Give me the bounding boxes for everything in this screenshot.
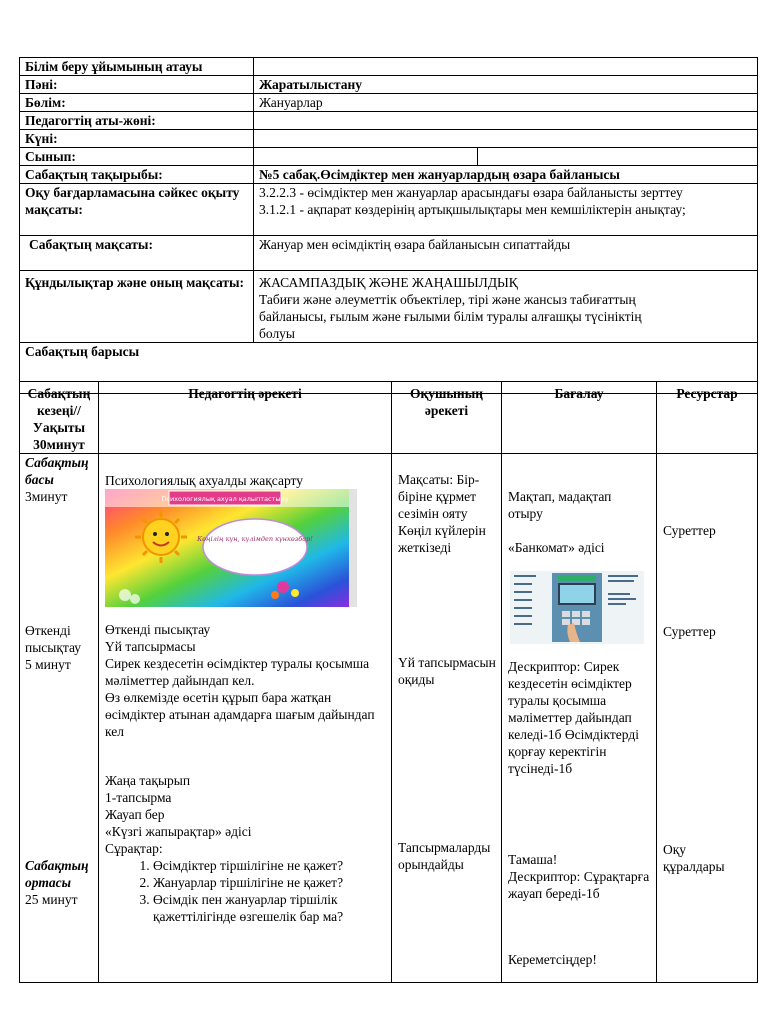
student-cell	[392, 454, 502, 983]
objective-2: 3.1.2.1 - ақпарат көздерінің артықшылықтары мен кемшіліктерін анықтау;	[259, 202, 686, 217]
cloud-text: Көңілің күн, күлімдеп күнкөзбар!	[197, 535, 313, 543]
sun-icon	[143, 519, 179, 555]
lesson-progress-table	[19, 381, 758, 983]
date-value	[254, 130, 758, 148]
subject-value: Жаратылыстану	[254, 76, 758, 94]
praise-text: Мақтап, мадақтап отыру	[508, 489, 612, 521]
progress-label: Сабақтың барысы	[20, 343, 758, 394]
col-stage: Сабақтың кезеңі// Уақыты 30минут	[20, 382, 99, 454]
atm-image	[510, 571, 644, 644]
psych-image-graphic	[105, 489, 349, 607]
stage-start-title: Сабақтың басы	[25, 455, 89, 487]
values-value	[254, 271, 758, 343]
task1-text: 1-тапсырма	[105, 790, 172, 805]
stage-middle	[25, 857, 97, 908]
col-teacher: Педагогтің әрекеті	[99, 382, 392, 454]
resources-cell	[657, 454, 758, 983]
review-text: Өткенді пысықтау	[105, 622, 211, 637]
teacher-new-topic	[105, 772, 389, 925]
stage-review-title: Өткенді пысықтау	[25, 623, 82, 655]
stage-cell	[20, 454, 99, 983]
student-goal: Мақсаты: Бір-біріне құрмет сезімін ояту Көңіл күйлерін жеткізеді	[398, 472, 486, 555]
questions-list	[105, 857, 389, 925]
psych-text: Психологиялық ахуалды жақсарту	[105, 473, 304, 488]
org-value	[254, 58, 758, 76]
psych-image	[105, 489, 357, 607]
descriptor-1: Дескриптор: Сирек кездесетін өсімдіктер туралы қосымша мәліметтер дайындап келеді-1б Өсімдіктерді қорғау керектігін түсінеді-1б	[508, 659, 639, 776]
subject-label: Пәні:	[20, 76, 254, 94]
topic-label: Сабақтың тақырыбы:	[20, 166, 254, 184]
question-item: 3. Өсімдік пен жануарлар тіршілік қажеттілігінде өзгешелік бар ма?	[153, 891, 389, 925]
objectives-value	[254, 184, 758, 236]
stage-start	[25, 454, 89, 505]
section-label: Бөлім:	[20, 94, 254, 112]
values-title: ЖАСАМПАЗДЫҚ ЖӘНЕ ЖАҢАШЫЛДЫҚ	[259, 275, 518, 290]
class-extra	[478, 148, 758, 166]
cloud-icon	[203, 519, 307, 575]
class-label: Сынып:	[20, 148, 254, 166]
resource-1: Суреттер	[663, 523, 716, 538]
col-student: Оқушының әрекеті	[392, 382, 502, 454]
col-assessment: Бағалау	[502, 382, 657, 454]
well-done-text: Кереметсіңдер!	[508, 952, 597, 967]
teacher-label: Педагогтің аты-жөні:	[20, 112, 254, 130]
lesson-goal-label: Сабақтың мақсаты:	[20, 236, 254, 271]
hw-item-2: Өз өлкемізде өсетін құрып бара жатқан өсімдіктер атынан адамдарға шағым дайындап кел	[105, 690, 375, 739]
flower-icon	[277, 581, 289, 593]
stage-start-time: 3минут	[25, 489, 68, 504]
stage-middle-time: 25 минут	[25, 892, 78, 907]
teacher-cell	[99, 454, 392, 983]
method-text: «Күзгі жапырақтар» әдісі	[105, 824, 252, 839]
objectives-label: Оқу бағдарламасына сәйкес оқыту мақсаты:	[20, 184, 254, 236]
banner-text: Психологиялық ахуал қалыптастыру	[161, 495, 289, 503]
values-label: Құндылықтар және оның мақсаты:	[20, 271, 254, 343]
assessment-cell	[502, 454, 657, 983]
lesson-info-table	[19, 57, 758, 394]
topic-value: №5 сабақ.Өсімдіктер мен жануарлардың өзара байланысы	[254, 166, 758, 184]
hw-item-1: Сирек кездесетін өсімдіктер туралы қосымша мәліметтер дайындап кел.	[105, 656, 370, 688]
atm-graphic	[510, 571, 644, 644]
values-text: Табиғи және әлеуметтік объектілер, тірі және жансыз табиғаттың байланысы, ғылым және ғылыми білім туралы алғашқы түсініктің болуы	[259, 292, 642, 341]
great-text: Тамаша!	[508, 852, 558, 867]
teacher-value	[254, 112, 758, 130]
resource-3: Оқу құралдары	[663, 842, 725, 874]
teacher-review	[105, 621, 383, 740]
stage-review	[25, 622, 97, 673]
student-hw: Үй тапсырмасын оқиды	[398, 655, 496, 687]
section-value: Жануарлар	[254, 94, 758, 112]
answer-text: Жауап бер	[105, 807, 165, 822]
objective-1: 3.2.2.3 - өсімдіктер мен жануарлар арасындағы өзара байланысты зерттеу	[259, 185, 683, 200]
date-label: Күні:	[20, 130, 254, 148]
student-tasks: Тапсырмаларды орындайды	[398, 840, 491, 872]
descriptor-2: Дескриптор: Сұрақтарға жауап береді-1б	[508, 869, 650, 901]
new-topic-text: Жаңа тақырып	[105, 773, 191, 788]
class-value	[254, 148, 478, 166]
homework-text: Үй тапсырмасы	[105, 639, 196, 654]
questions-label: Сұрақтар:	[105, 841, 163, 856]
stage-review-time: 5 минут	[25, 657, 71, 672]
bankomat-text: «Банкомат» әдісі	[508, 540, 605, 555]
question-item: 2. Жануарлар тіршілігіне не қажет?	[153, 874, 389, 891]
question-item: 1. Өсімдіктер тіршілігіне не қажет?	[153, 857, 389, 874]
col-resources: Ресурстар	[657, 382, 758, 454]
resource-2: Суреттер	[663, 624, 716, 639]
lesson-goal-value: Жануар мен өсімдіктің өзара байланысын сипаттайды	[254, 236, 758, 271]
org-label: Білім беру ұйымының атауы	[20, 58, 254, 76]
stage-middle-title: Сабақтың ортасы	[25, 858, 89, 890]
